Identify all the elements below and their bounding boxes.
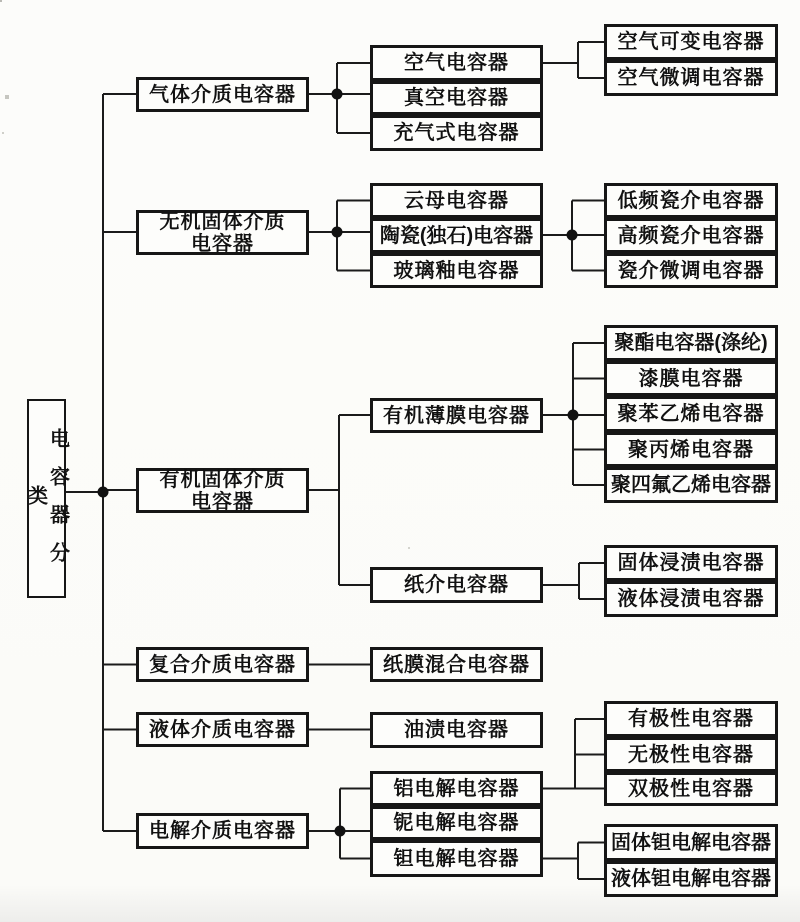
node-organic-film: 有机薄膜电容器 [370,398,543,433]
node-inorganic-solid-line1: 无机固体介质 [159,210,286,233]
node-nonpolar: 无极性电容器 [604,737,778,772]
node-solid-tantalum: 固体钽电解电容器 [604,824,778,861]
node-ceramic-monolithic: 陶瓷(独石)电容器 [370,218,543,253]
trunk-line [66,94,136,831]
node-ceramic-trimmer: 瓷介微调电容器 [604,253,778,288]
node-polyester: 聚酯电容器(涤纶) [604,325,778,361]
node-vacuum: 真空电容器 [370,81,543,115]
paper-fork [543,563,604,599]
node-air-variable: 空气可变电容器 [604,24,778,60]
node-liquid-impregnated: 液体浸渍电容器 [604,581,778,617]
node-polypropylene: 聚丙烯电容器 [604,432,778,467]
node-paper-film-hybrid: 纸膜混合电容器 [370,647,543,682]
node-electrolytic-dielectric: 电解介质电容器 [136,813,309,849]
node-ptfe: 聚四氟乙烯电容器 [604,467,778,503]
junction-dot-ceramic [567,230,578,241]
node-liquid-dielectric: 液体介质电容器 [136,712,309,747]
junction-dot-inorganic [332,227,343,238]
electrolytic-fork [309,789,370,859]
node-high-freq-ceramic: 高频瓷介电容器 [604,218,778,253]
node-gas-dielectric: 气体介质电容器 [136,77,309,112]
node-air: 空气电容器 [370,45,543,81]
junction-dot-gas [332,89,343,100]
node-lacquer-film: 漆膜电容器 [604,361,778,396]
node-composite-dielectric: 复合介质电容器 [136,647,309,682]
node-paper-dielectric: 纸介电容器 [370,567,543,603]
tantalum-fork [543,843,604,880]
aluminum-fork [543,719,604,789]
air-fork [543,42,604,78]
node-low-freq-ceramic: 低频瓷介电容器 [604,183,778,218]
node-inorganic-solid [136,210,309,255]
node-liquid-tantalum: 液体钽电解电容器 [604,861,778,897]
node-organic-solid [136,468,309,513]
node-glass-glaze: 玻璃釉电容器 [370,253,543,288]
organic-fork [309,415,370,585]
node-niobium-electrolytic: 铌电解电容器 [370,806,543,840]
junction-dot-electrolytic [335,826,346,837]
node-tantalum-electrolytic: 钽电解电容器 [370,840,543,877]
node-polystyrene: 聚苯乙烯电容器 [604,396,778,432]
node-oil-immersed: 油渍电容器 [370,712,543,748]
node-air-trimmer: 空气微调电容器 [604,60,778,96]
junction-dot-root [98,487,109,498]
node-mica: 云母电容器 [370,183,543,218]
node-gas-filled: 充气式电容器 [370,115,543,151]
node-polar: 有极性电容器 [604,701,778,737]
node-bipolar: 双极性电容器 [604,772,778,806]
node-root: 电容器分类 [27,399,66,598]
junction-dot-film [568,410,579,421]
node-solid-impregnated: 固体浸渍电容器 [604,545,778,581]
node-aluminum-electrolytic: 铝电解电容器 [370,771,543,806]
node-inorganic-solid-line2: 电容器 [191,232,254,255]
node-organic-solid-line1: 有机固体介质 [159,468,286,491]
node-organic-solid-line2: 电容器 [191,490,254,513]
